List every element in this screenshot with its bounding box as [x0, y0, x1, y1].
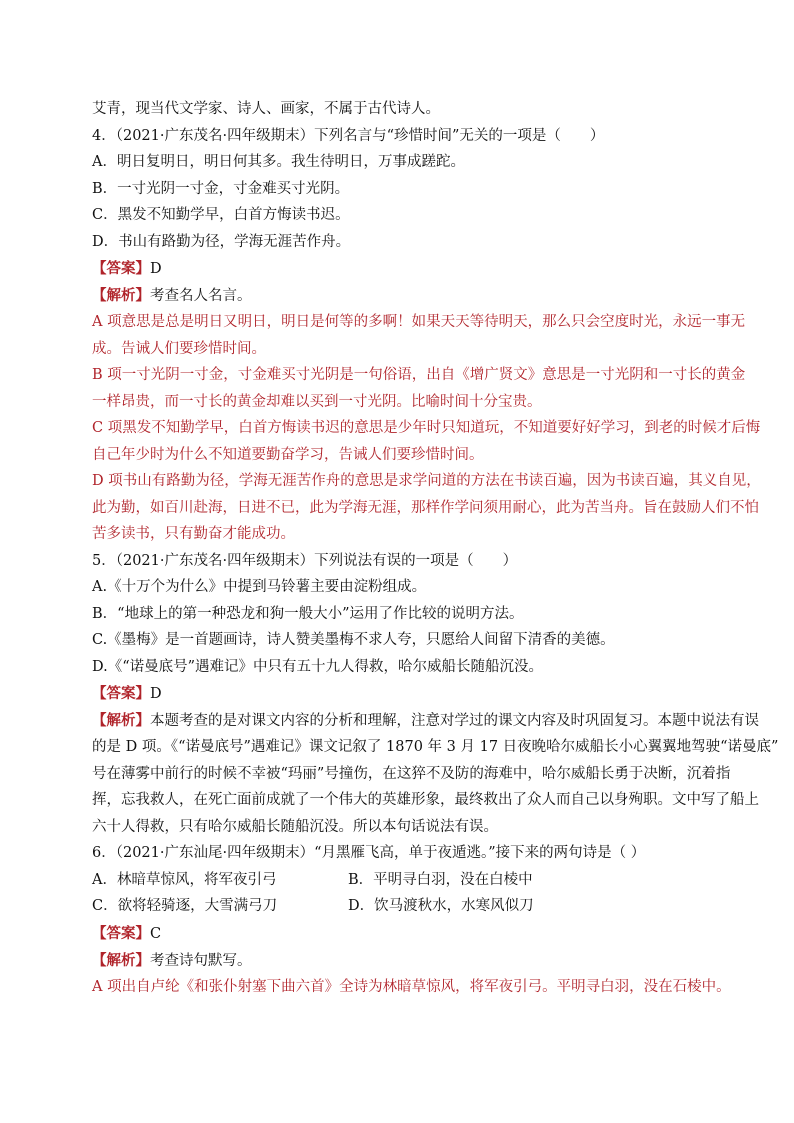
analysis-tag: 【解析】 — [92, 712, 150, 729]
q4-analysis-line: 一样昂贵，而一寸长的黄金却难以买到一寸光阴。比喻时间十分宝贵。 — [92, 393, 542, 410]
q6-options-row-1 — [92, 867, 794, 894]
q4-option-c: C．黑发不知勤学早，白首方悔读书迟。 — [92, 207, 350, 223]
answer-tag: 【答案】 — [92, 260, 150, 277]
q5-stem: 5．（2021·广东茂名·四年级期末）下列说法有误的一项是（ ） — [92, 552, 518, 569]
q4-option-d: D．书山有路勤为径，学海无涯苦作舟。 — [92, 233, 351, 250]
q6-analysis-head — [92, 947, 794, 974]
q4-analysis-line: C 项黑发不知勤学早，白首方悔读书迟的意思是少年时只知道玩，不知道要好好学习，到老的时候才后悔 — [92, 420, 761, 436]
answer-tag: 【答案】 — [92, 924, 150, 942]
q6-option-b: B．平明寻白羽，没在白棱中 — [348, 871, 533, 888]
q5-option-a: A.《十万个为什么》中提到马铃薯主要由淀粉组成。 — [92, 579, 427, 595]
q5-analysis-line: 号在薄雾中前行的时候不幸被“玛丽”号撞伤，在这猝不及防的海难中，哈尔威船长勇于决断，沉着指 — [92, 765, 731, 782]
q4-analysis-line: 成。告诫人们要珍惜时间。 — [92, 340, 266, 357]
q4-answer — [92, 255, 794, 282]
q5-analysis-line: 的是 D 项。《“诺曼底号”遇难记》课文记叙了 1870 年 3 月 17 日夜晚哈尔威船长小心翼翼地驾驶“诺曼底” — [92, 739, 779, 755]
answer-tag: 【答案】 — [92, 685, 150, 702]
q6-option-d: D．饮马渡秋水，水寒风似刀 — [348, 898, 534, 914]
q6-option-a: A．林暗草惊风，将军夜引弓 — [92, 871, 277, 888]
analysis-tag: 【解析】 — [92, 287, 150, 304]
q4-analysis-line: D 项书山有路勤为径，学海无涯苦作舟的意思是求学问道的方法在书读百遍，因为书读百遍，其义自见， — [92, 473, 761, 489]
answer-value: C — [150, 925, 162, 942]
q6-stem: 6．（2021·广东汕尾·四年级期末）“月黑雁飞高，单于夜遁逃。”接下来的两句诗是（ ） — [92, 845, 646, 861]
analysis-tag: 【解析】 — [92, 951, 150, 969]
analysis-first: 本题考查的是对课文内容的分析和理解，注意对学过的课文内容及时巩固复习。本题中说法有误 — [150, 713, 759, 729]
analysis-intro: 考查诗句默写。 — [150, 952, 252, 969]
q4-option-a: A．明日复明日，明日何其多。我生待明日，万事成蹉跎。 — [92, 154, 465, 170]
answer-value: D — [150, 261, 162, 277]
q4-analysis-line: B 项一寸光阴一寸金，寸金难买寸光阴是一句俗语，出自《增广贤文》意思是一寸光阴和一寸长的黄金 — [92, 367, 746, 383]
q5-analysis-head — [92, 707, 794, 734]
q4-stem: 4．（2021·广东茂名·四年级期末）下列名言与“珍惜时间”无关的一项是（ ） — [92, 127, 605, 144]
q5-answer — [92, 680, 794, 707]
q5-option-b: B．“地球上的第一种恐龙和狗一般大小”运用了作比较的说明方法。 — [92, 605, 524, 622]
q5-option-d: D.《“诺曼底号”遇难记》中只有五十九人得救，哈尔威船长随船沉没。 — [92, 658, 544, 675]
q6-analysis-line: A 项出自卢纶《和张仆射塞下曲六首》全诗为林暗草惊风，将军夜引弓。平明寻白羽，没在石棱中。 — [92, 978, 731, 995]
q6-answer — [92, 920, 794, 947]
q4-analysis-line: 自己年少时为什么不知道要勤奋学习，告诫人们要珍惜时间。 — [92, 446, 484, 463]
q5-analysis-line: 六十人得救，只有哈尔威船长随船沉没。所以本句话说法有误。 — [92, 818, 498, 835]
intro-line: 艾青，现当代文学家、诗人、画家，不属于古代诗人。 — [92, 101, 440, 117]
q4-analysis-line: 苦多读书，只有勤奋才能成功。 — [92, 526, 295, 542]
q6-option-c: C．欲将轻骑逐，大雪满弓刀 — [92, 898, 278, 914]
analysis-intro: 考查名人名言。 — [150, 288, 252, 304]
q4-analysis-line: 此为勤，如百川赴海，日进不已，此为学海无涯，那样作学问须用耐心，此为苦当舟。旨在鼓励人们不怕 — [92, 499, 759, 516]
q5-analysis-line: 挥，忘我救人，在死亡面前成就了一个伟大的英雄形象，最终救出了众人而自己以身殉职。文中写了船上 — [92, 792, 759, 808]
q5-option-c: C.《墨梅》是一首题画诗，诗人赞美墨梅不求人夸，只愿给人间留下清香的美德。 — [92, 632, 615, 648]
q4-analysis-line: A 项意思是总是明日又明日，明日是何等的多啊！如果天天等待明天，那么只会空度时光，永远一事无 — [92, 314, 746, 330]
answer-value: D — [150, 686, 162, 702]
q4-analysis-head — [92, 282, 794, 309]
q4-option-b: B．一寸光阴一寸金，寸金难买寸光阴。 — [92, 180, 350, 197]
q6-options-row-2 — [92, 893, 794, 920]
